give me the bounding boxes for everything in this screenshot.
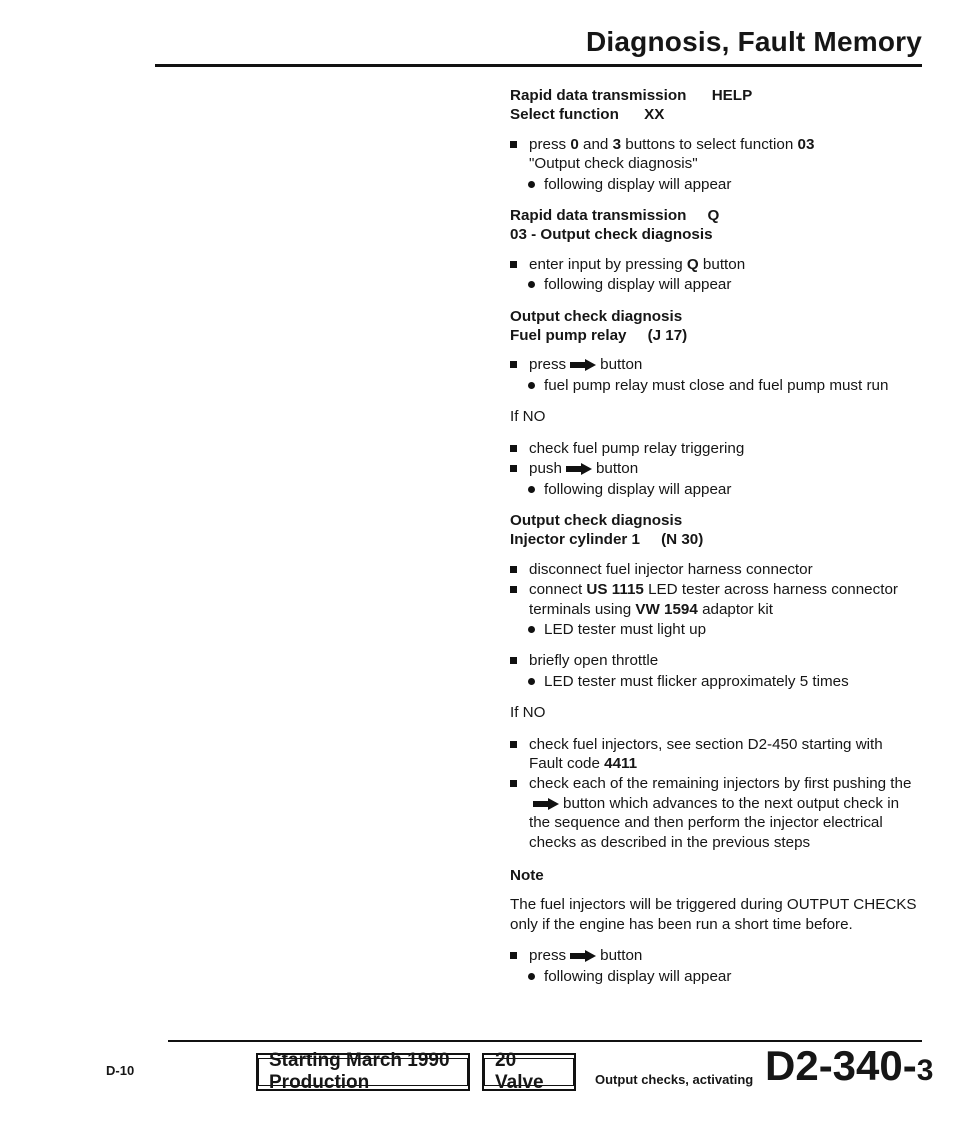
- round-bullet-icon: [528, 281, 535, 288]
- square-bullet-icon: [510, 361, 517, 368]
- round-bullet-icon: [528, 678, 535, 685]
- note-heading: Note: [510, 867, 544, 884]
- result-item: [528, 480, 920, 499]
- display-line: Select function XX: [510, 106, 665, 124]
- text: press: [529, 356, 567, 374]
- page-header-title: Diagnosis, Fault Memory: [586, 26, 922, 57]
- display-line: 03 - Output check diagnosis: [510, 226, 713, 244]
- result-item: [528, 175, 920, 194]
- text: 0: [570, 135, 579, 153]
- bullet-item: [510, 439, 920, 458]
- display-line: Output check diagnosis: [510, 307, 683, 325]
- display-help: [510, 86, 920, 125]
- bullet-text: [529, 774, 920, 852]
- result-item: [528, 967, 920, 986]
- page-number: D-10: [106, 1063, 135, 1078]
- production-box: [256, 1050, 470, 1093]
- square-bullet-icon: [510, 566, 517, 573]
- bullet-text: [529, 459, 638, 478]
- round-bullet-icon: [528, 486, 535, 493]
- round-bullet-icon: [528, 181, 535, 188]
- step-press-arrow: [510, 355, 920, 395]
- square-bullet-icon: [510, 465, 517, 472]
- bullet-text: [529, 735, 920, 774]
- result-text: following display will appear: [544, 276, 732, 294]
- text: 03: [797, 135, 815, 153]
- text: US 1115: [586, 581, 644, 599]
- text: 4411: [604, 754, 638, 772]
- round-bullet-icon: [528, 382, 535, 389]
- round-bullet-icon: [528, 626, 535, 633]
- result-item: [528, 275, 920, 294]
- step-check-injectors: [510, 735, 920, 852]
- result-text: LED tester must flicker approximately 5 times: [544, 672, 849, 690]
- text: check each of the remaining injectors by first pushing the: [529, 775, 912, 793]
- text: button which advances to the next output check in the sequence and then perform the injector electrical checks as described in the previous steps: [529, 794, 900, 851]
- display-fuel-pump: [510, 307, 920, 346]
- section-label: Output checks, activating: [595, 1072, 754, 1087]
- square-bullet-icon: [510, 741, 517, 748]
- square-bullet-icon: [510, 141, 517, 148]
- step-check-relay: [510, 439, 920, 499]
- bullet-item: [510, 255, 920, 274]
- text: press: [529, 135, 571, 153]
- production-label: Starting March 1990 Production: [258, 1058, 468, 1086]
- result-text: following display will appear: [544, 175, 732, 193]
- right-arrow-button-icon: [566, 463, 592, 475]
- text: adaptor kit: [697, 600, 773, 618]
- step-throttle: [510, 651, 920, 691]
- bullet-item: [510, 580, 920, 619]
- result-text: LED tester must light up: [544, 620, 707, 638]
- note-text: The fuel injectors will be triggered during OUTPUT CHECKS only if the engine has been run a short time before.: [510, 896, 917, 933]
- text: connect: [529, 581, 587, 599]
- top-divider: [155, 64, 922, 67]
- section-code-main: D2-340-: [765, 1042, 917, 1089]
- bullet-text: briefly open throttle: [529, 652, 659, 670]
- square-bullet-icon: [510, 952, 517, 959]
- bullet-text: [529, 255, 745, 274]
- display-line: Injector cylinder 1 (N 30): [510, 531, 704, 549]
- step-select-function: [510, 135, 920, 194]
- text: enter input by pressing: [529, 255, 687, 273]
- text: and: [578, 135, 613, 153]
- round-bullet-icon: [528, 973, 535, 980]
- text: button: [600, 947, 643, 965]
- valve-label: 20 Valve: [484, 1058, 574, 1086]
- right-arrow-button-icon: [570, 950, 596, 962]
- result-item: [528, 672, 920, 691]
- text: check fuel injectors, see section D2-450 starting with Fault code: [529, 735, 883, 772]
- display-line: Fuel pump relay (J 17): [510, 327, 688, 345]
- bullet-text: check fuel pump relay triggering: [529, 439, 745, 457]
- section-code-suffix: 3: [916, 1054, 934, 1087]
- result-item: [528, 620, 920, 639]
- display-injector: [510, 511, 920, 550]
- step-led-tester: [510, 560, 920, 640]
- bullet-item: [510, 946, 920, 965]
- bullet-item: [510, 355, 920, 374]
- text: Q: [686, 255, 699, 273]
- text: press: [529, 947, 567, 965]
- text: button: [595, 460, 639, 478]
- bullet-text: [529, 135, 814, 174]
- result-text: following display will appear: [544, 480, 732, 498]
- result-text: fuel pump relay must close and fuel pump must run: [544, 376, 889, 394]
- instruction-content: [510, 86, 920, 998]
- bullet-item: [510, 651, 920, 670]
- square-bullet-icon: [510, 445, 517, 452]
- text: push: [529, 460, 562, 478]
- text: buttons to select function: [621, 135, 798, 153]
- square-bullet-icon: [510, 657, 517, 664]
- result-item: [528, 376, 920, 395]
- bullet-text: disconnect fuel injector harness connector: [529, 560, 813, 578]
- bullet-item: [510, 735, 920, 774]
- if-no-label: If NO: [510, 704, 546, 722]
- text: button: [698, 255, 746, 273]
- step-final-press: [510, 946, 920, 986]
- bullet-text: [529, 580, 920, 619]
- text: LED tester across harness connector terminals using: [529, 581, 898, 618]
- bullet-text: [529, 946, 642, 965]
- step-enter-input: [510, 255, 920, 295]
- if-no-label: If NO: [510, 408, 546, 426]
- square-bullet-icon: [510, 780, 517, 787]
- display-rapid-q: [510, 206, 920, 245]
- text: VW 1594: [635, 600, 698, 618]
- display-line: Rapid data transmission Q: [510, 207, 720, 225]
- bullet-item: [510, 560, 920, 579]
- right-arrow-button-icon: [570, 359, 596, 371]
- section-code: [765, 1042, 933, 1090]
- bullet-item: [510, 135, 920, 174]
- result-text: following display will appear: [544, 967, 732, 985]
- text: 3: [612, 135, 622, 153]
- square-bullet-icon: [510, 261, 517, 268]
- valve-box: [482, 1050, 576, 1093]
- text: "Output check diagnosis": [529, 155, 698, 173]
- right-arrow-button-icon: [533, 798, 559, 810]
- bullet-item: [510, 459, 920, 478]
- display-line: Output check diagnosis: [510, 511, 683, 529]
- square-bullet-icon: [510, 586, 517, 593]
- display-line: Rapid data transmission HELP: [510, 87, 753, 104]
- bullet-text: [529, 355, 642, 374]
- text: button: [600, 356, 643, 374]
- bullet-item: [510, 774, 920, 852]
